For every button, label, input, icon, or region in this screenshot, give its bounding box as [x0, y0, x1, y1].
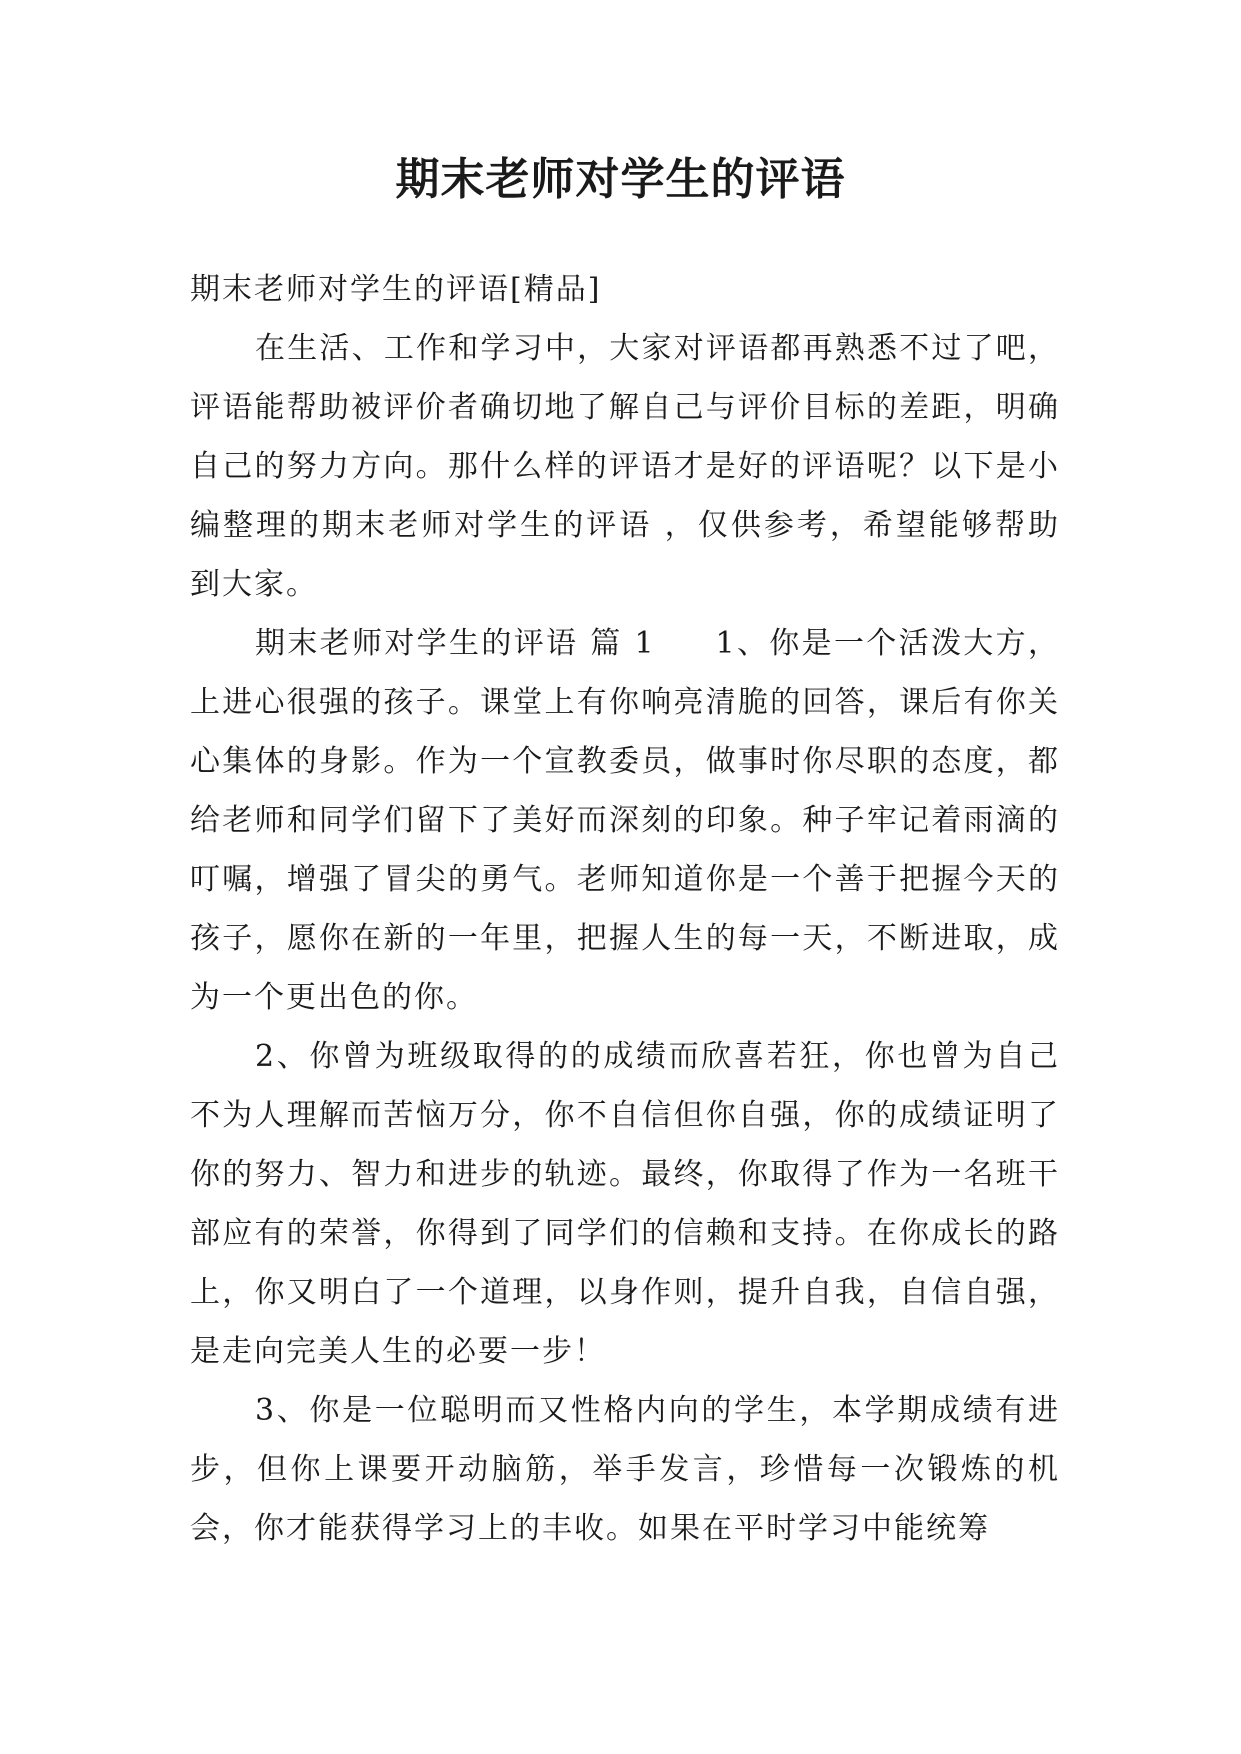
comment-paragraph-3: 3、你是一位聪明而又性格内向的学生，本学期成绩有进步，但你上课要开动脑筋，举手发言，珍惜每一次锻炼的机会，你才能获得学习上的丰收。如果在平时学习中能统筹: [190, 1393, 1060, 1546]
comment-paragraph-2: 2、你曾为班级取得的的成绩而欣喜若狂，你也曾为自己不为人理解而苦恼万分，你不自信但你自强，你的成绩证明了你的努力、智力和进步的轨迹。最终，你取得了作为一名班干部应有的荣誉，你得到了同学们的信赖和支持。在你成长的路上，你又明白了一个道理，以身作则，提升自我，自信自强，是走向完美人生的必要一步！: [190, 1039, 1060, 1369]
document-title: 期末老师对学生的评语: [395, 154, 846, 205]
document-subtitle: 期末老师对学生的评语[精品]: [190, 272, 602, 307]
section-heading: 期末老师对学生的评语 篇 1: [255, 626, 656, 661]
document-body: [190, 260, 1060, 1558]
comment-item-1: 1、你是一个活泼大方，上进心很强的孩子。课堂上有你响亮清脆的回答，课后有你关心集体的身影。作为一个宣教委员，做事时你尽职的态度，都给老师和同学们留下了美好而深刻的印象。种子牢记着雨滴的叮嘱，增强了冒尖的勇气。老师知道你是一个善于把握今天的孩子，愿你在新的一年里，把握人生的每一天，不断进取，成为一个更出色的你。: [190, 626, 1060, 1015]
intro-paragraph: 在生活、工作和学习中，大家对评语都再熟悉不过了吧，评语能帮助被评价者确切地了解自己与评价目标的差距，明确自己的努力方向。那什么样的评语才是好的评语呢？以下是小编整理的期末老师对学生的评语 ，仅供参考，希望能够帮助到大家。: [190, 331, 1060, 602]
comment-paragraph-1: [190, 614, 1060, 1027]
